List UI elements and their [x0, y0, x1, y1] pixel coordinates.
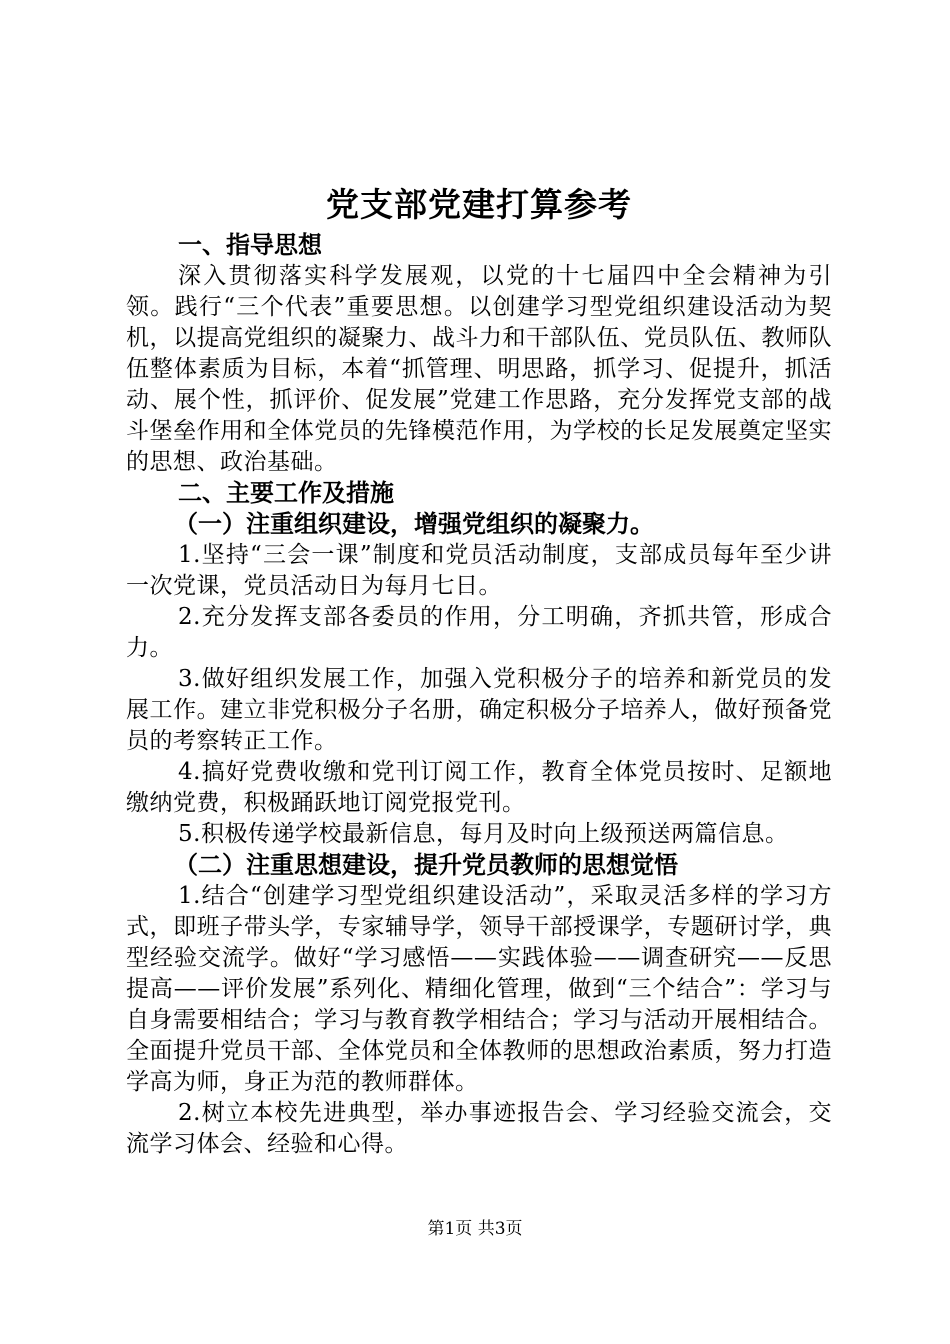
section-heading-main-work: 二、主要工作及措施 — [178, 478, 394, 507]
paragraph-ideology-item-1: 1.结合“创建学习型党组织建设活动”，采取灵活多样的学习方式，即班子带头学，专家辅导学，领导干部授课学，专题研讨学，典型经验交流学。做好“学习感悟——实践体验——调查研究——反思提高——评价发展”系列化、精细化管理，做到“三个结合”：学习与自身需要相结合；学习与教育教学相结合；学习与活动开展相结合。全面提升党员干部、全体党员和全体教师的思想政治素质，努力打造学高为师，身正为范的教师群体。 — [126, 883, 832, 1095]
page-number-footer: 第1页 共3页 — [427, 1219, 523, 1239]
subheading-organization-building: （一）注重组织建设，增强党组织的凝聚力。 — [174, 509, 654, 538]
paragraph-item-2: 2.充分发挥支部各委员的作用，分工明确，齐抓共管，形成合力。 — [126, 604, 832, 661]
document-title: 党支部党建打算参考 — [326, 185, 632, 224]
paragraph-item-4: 4.搞好党费收缴和党刊订阅工作，教育全体党员按时、足额地缴纳党费，积极踊跃地订阅党报党刊。 — [126, 759, 832, 816]
paragraph-guiding-ideology: 深入贯彻落实科学发展观，以党的十七届四中全会精神为引领。践行“三个代表”重要思想。以创建学习型党组织建设活动为契机，以提高党组织的凝聚力、战斗力和干部队伍、党员队伍、教师队伍整体素质为目标，本着“抓管理、明思路，抓学习、促提升，抓活动、展个性，抓评价、促发展”党建工作思路，充分发挥党支部的战斗堡垒作用和全体党员的先锋模范作用，为学校的长足发展奠定坚实的思想、政治基础。 — [126, 263, 832, 475]
paragraph-item-1: 1.坚持“三会一课”制度和党员活动制度，支部成员每年至少讲一次党课，党员活动日为每月七日。 — [126, 542, 832, 599]
paragraph-ideology-item-2: 2.树立本校先进典型，举办事迹报告会、学习经验交流会，交流学习体会、经验和心得。 — [126, 1100, 832, 1157]
subheading-ideological-building: （二）注重思想建设，提升党员教师的思想觉悟 — [174, 850, 678, 879]
paragraph-item-3: 3.做好组织发展工作，加强入党积极分子的培养和新党员的发展工作。建立非党积极分子名册，确定积极分子培养人，做好预备党员的考察转正工作。 — [126, 666, 832, 754]
document-body — [126, 182, 832, 1160]
paragraph-item-5: 5.积极传递学校最新信息，每月及时向上级预送两篇信息。 — [178, 821, 789, 847]
section-heading-guiding-ideology: 一、指导思想 — [178, 230, 322, 259]
